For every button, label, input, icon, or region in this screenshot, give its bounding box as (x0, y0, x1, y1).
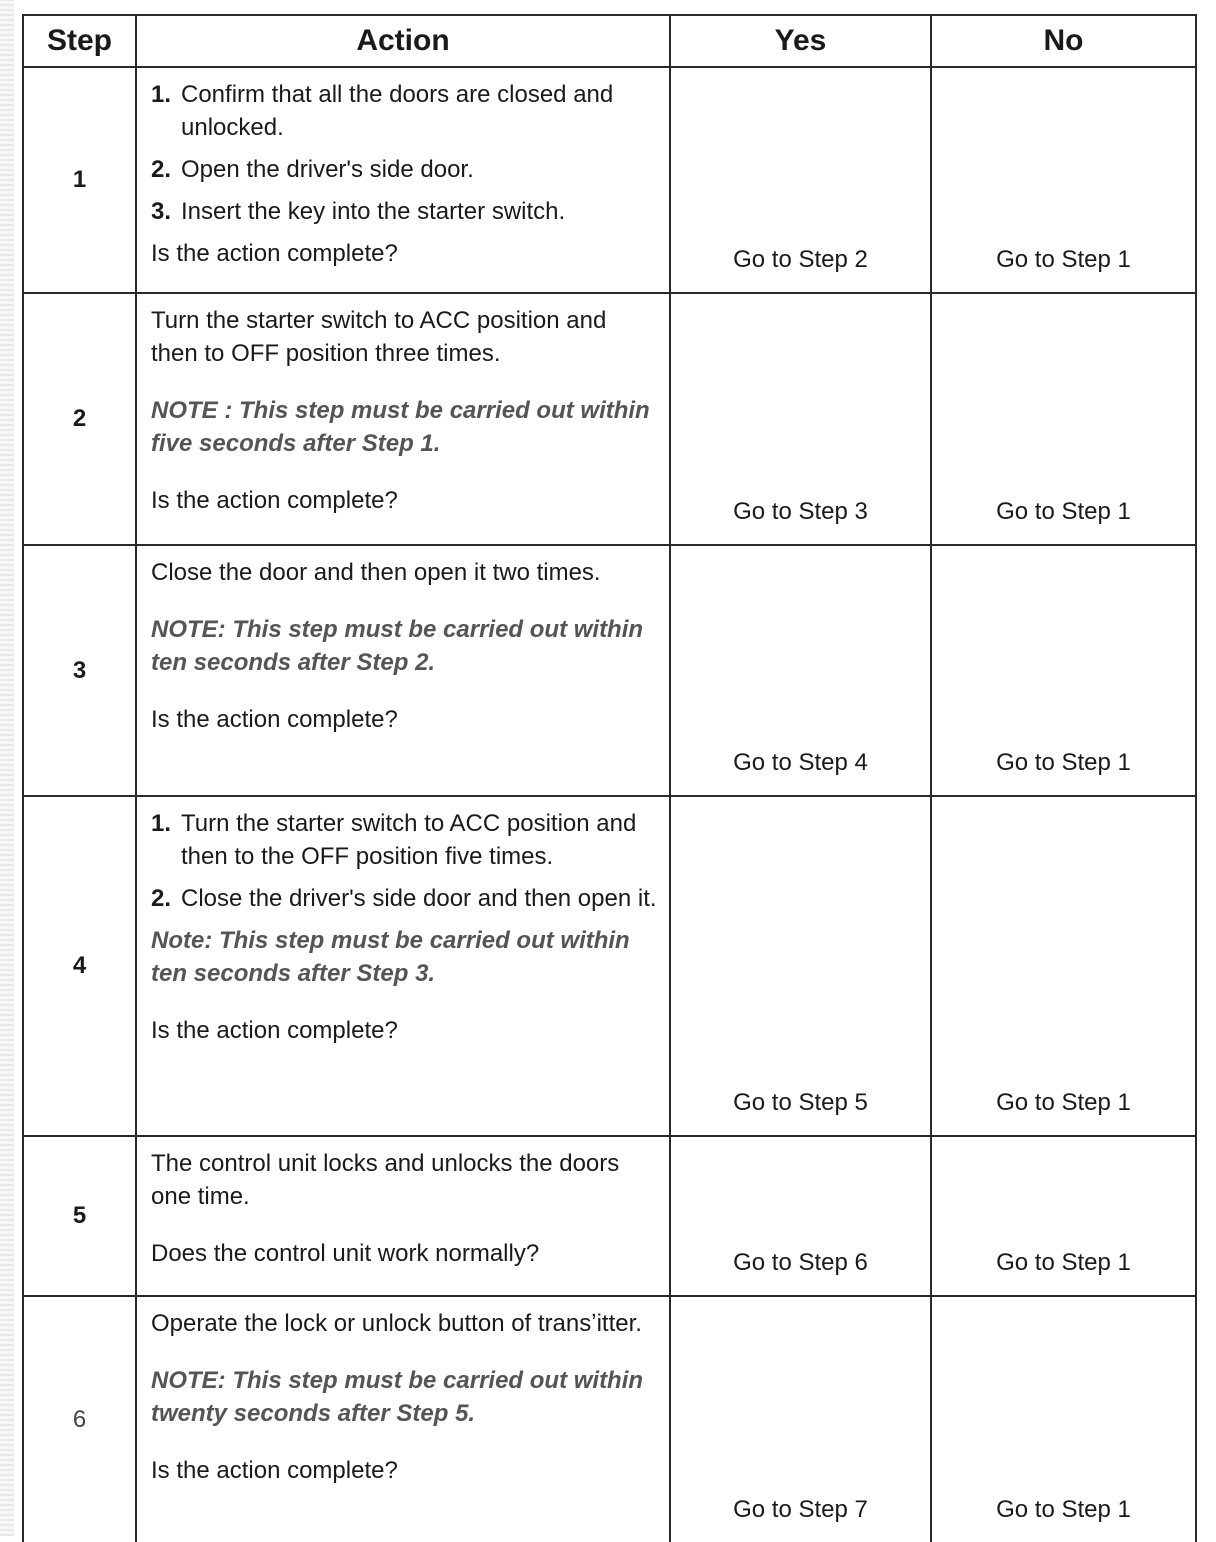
list-item (151, 195, 657, 228)
no-cell: Go to Step 1 (931, 293, 1196, 545)
list-item (151, 153, 657, 186)
no-cell: Go to Step 1 (931, 796, 1196, 1136)
action-text: The control unit locks and unlocks the doors one time. (151, 1150, 620, 1210)
question-text: Is the action complete? (151, 487, 398, 514)
action-cell (136, 67, 670, 293)
note-text: NOTE : This step must be carried out within five seconds after Step 1. (151, 397, 650, 457)
header-row (23, 15, 1196, 67)
header-yes: Yes (670, 15, 931, 67)
table-row (23, 1296, 1196, 1542)
step-number: 1 (23, 67, 136, 293)
action-text: Operate the lock or unlock button of transʼitter. (151, 1310, 642, 1337)
yes-cell: Go to Step 3 (670, 293, 931, 545)
scan-edge (0, 0, 14, 1536)
header-action: Action (136, 15, 670, 67)
step-number: 4 (23, 796, 136, 1136)
header-no: No (931, 15, 1196, 67)
list-text: Insert the key into the starter switch. (181, 198, 566, 225)
list-text: Confirm that all the doors are closed and unlocked. (181, 81, 614, 141)
question-text: Is the action complete? (151, 240, 398, 267)
question-text: Is the action complete? (151, 706, 398, 733)
action-cell (136, 545, 670, 796)
no-cell: Go to Step 1 (931, 1296, 1196, 1542)
note-text: NOTE: This step must be carried out within ten seconds after Step 2. (151, 616, 644, 676)
list-item (151, 807, 657, 873)
note-text: Note: This step must be carried out within ten seconds after Step 3. (151, 927, 630, 987)
list-number: 3. (151, 198, 172, 225)
step-number: 6 (23, 1296, 136, 1542)
table-row (23, 293, 1196, 545)
yes-cell: Go to Step 6 (670, 1136, 931, 1296)
action-text: Turn the starter switch to ACC position and then to OFF position three times. (151, 307, 607, 367)
yes-cell: Go to Step 7 (670, 1296, 931, 1542)
question-text: Is the action complete? (151, 1017, 398, 1044)
action-text: Close the door and then open it two times. (151, 559, 601, 586)
no-cell: Go to Step 1 (931, 67, 1196, 293)
list-text: Open the driver's side door. (181, 156, 474, 183)
table-row (23, 545, 1196, 796)
no-cell: Go to Step 1 (931, 545, 1196, 796)
list-number: 1. (151, 81, 172, 108)
step-number: 2 (23, 293, 136, 545)
table-row (23, 1136, 1196, 1296)
table-row (23, 796, 1196, 1136)
step-number: 5 (23, 1136, 136, 1296)
action-cell (136, 1296, 670, 1542)
list-item (151, 882, 657, 915)
step-number: 3 (23, 545, 136, 796)
question-text: Does the control unit work normally? (151, 1240, 540, 1267)
list-number: 2. (151, 885, 172, 912)
list-item (151, 78, 657, 144)
no-cell: Go to Step 1 (931, 1136, 1196, 1296)
question-text: Is the action complete? (151, 1457, 398, 1484)
table-row (23, 67, 1196, 293)
procedure-table (22, 14, 1197, 1542)
list-number: 1. (151, 810, 172, 837)
yes-cell: Go to Step 5 (670, 796, 931, 1136)
action-cell (136, 293, 670, 545)
list-text: Close the driver's side door and then open it. (181, 885, 657, 912)
list-number: 2. (151, 156, 172, 183)
list-text: Turn the starter switch to ACC position and then to the OFF position five times. (181, 810, 637, 870)
header-step: Step (23, 15, 136, 67)
note-text: NOTE: This step must be carried out within twenty seconds after Step 5. (151, 1367, 644, 1427)
yes-cell: Go to Step 4 (670, 545, 931, 796)
action-cell (136, 1136, 670, 1296)
action-cell (136, 796, 670, 1136)
yes-cell: Go to Step 2 (670, 67, 931, 293)
